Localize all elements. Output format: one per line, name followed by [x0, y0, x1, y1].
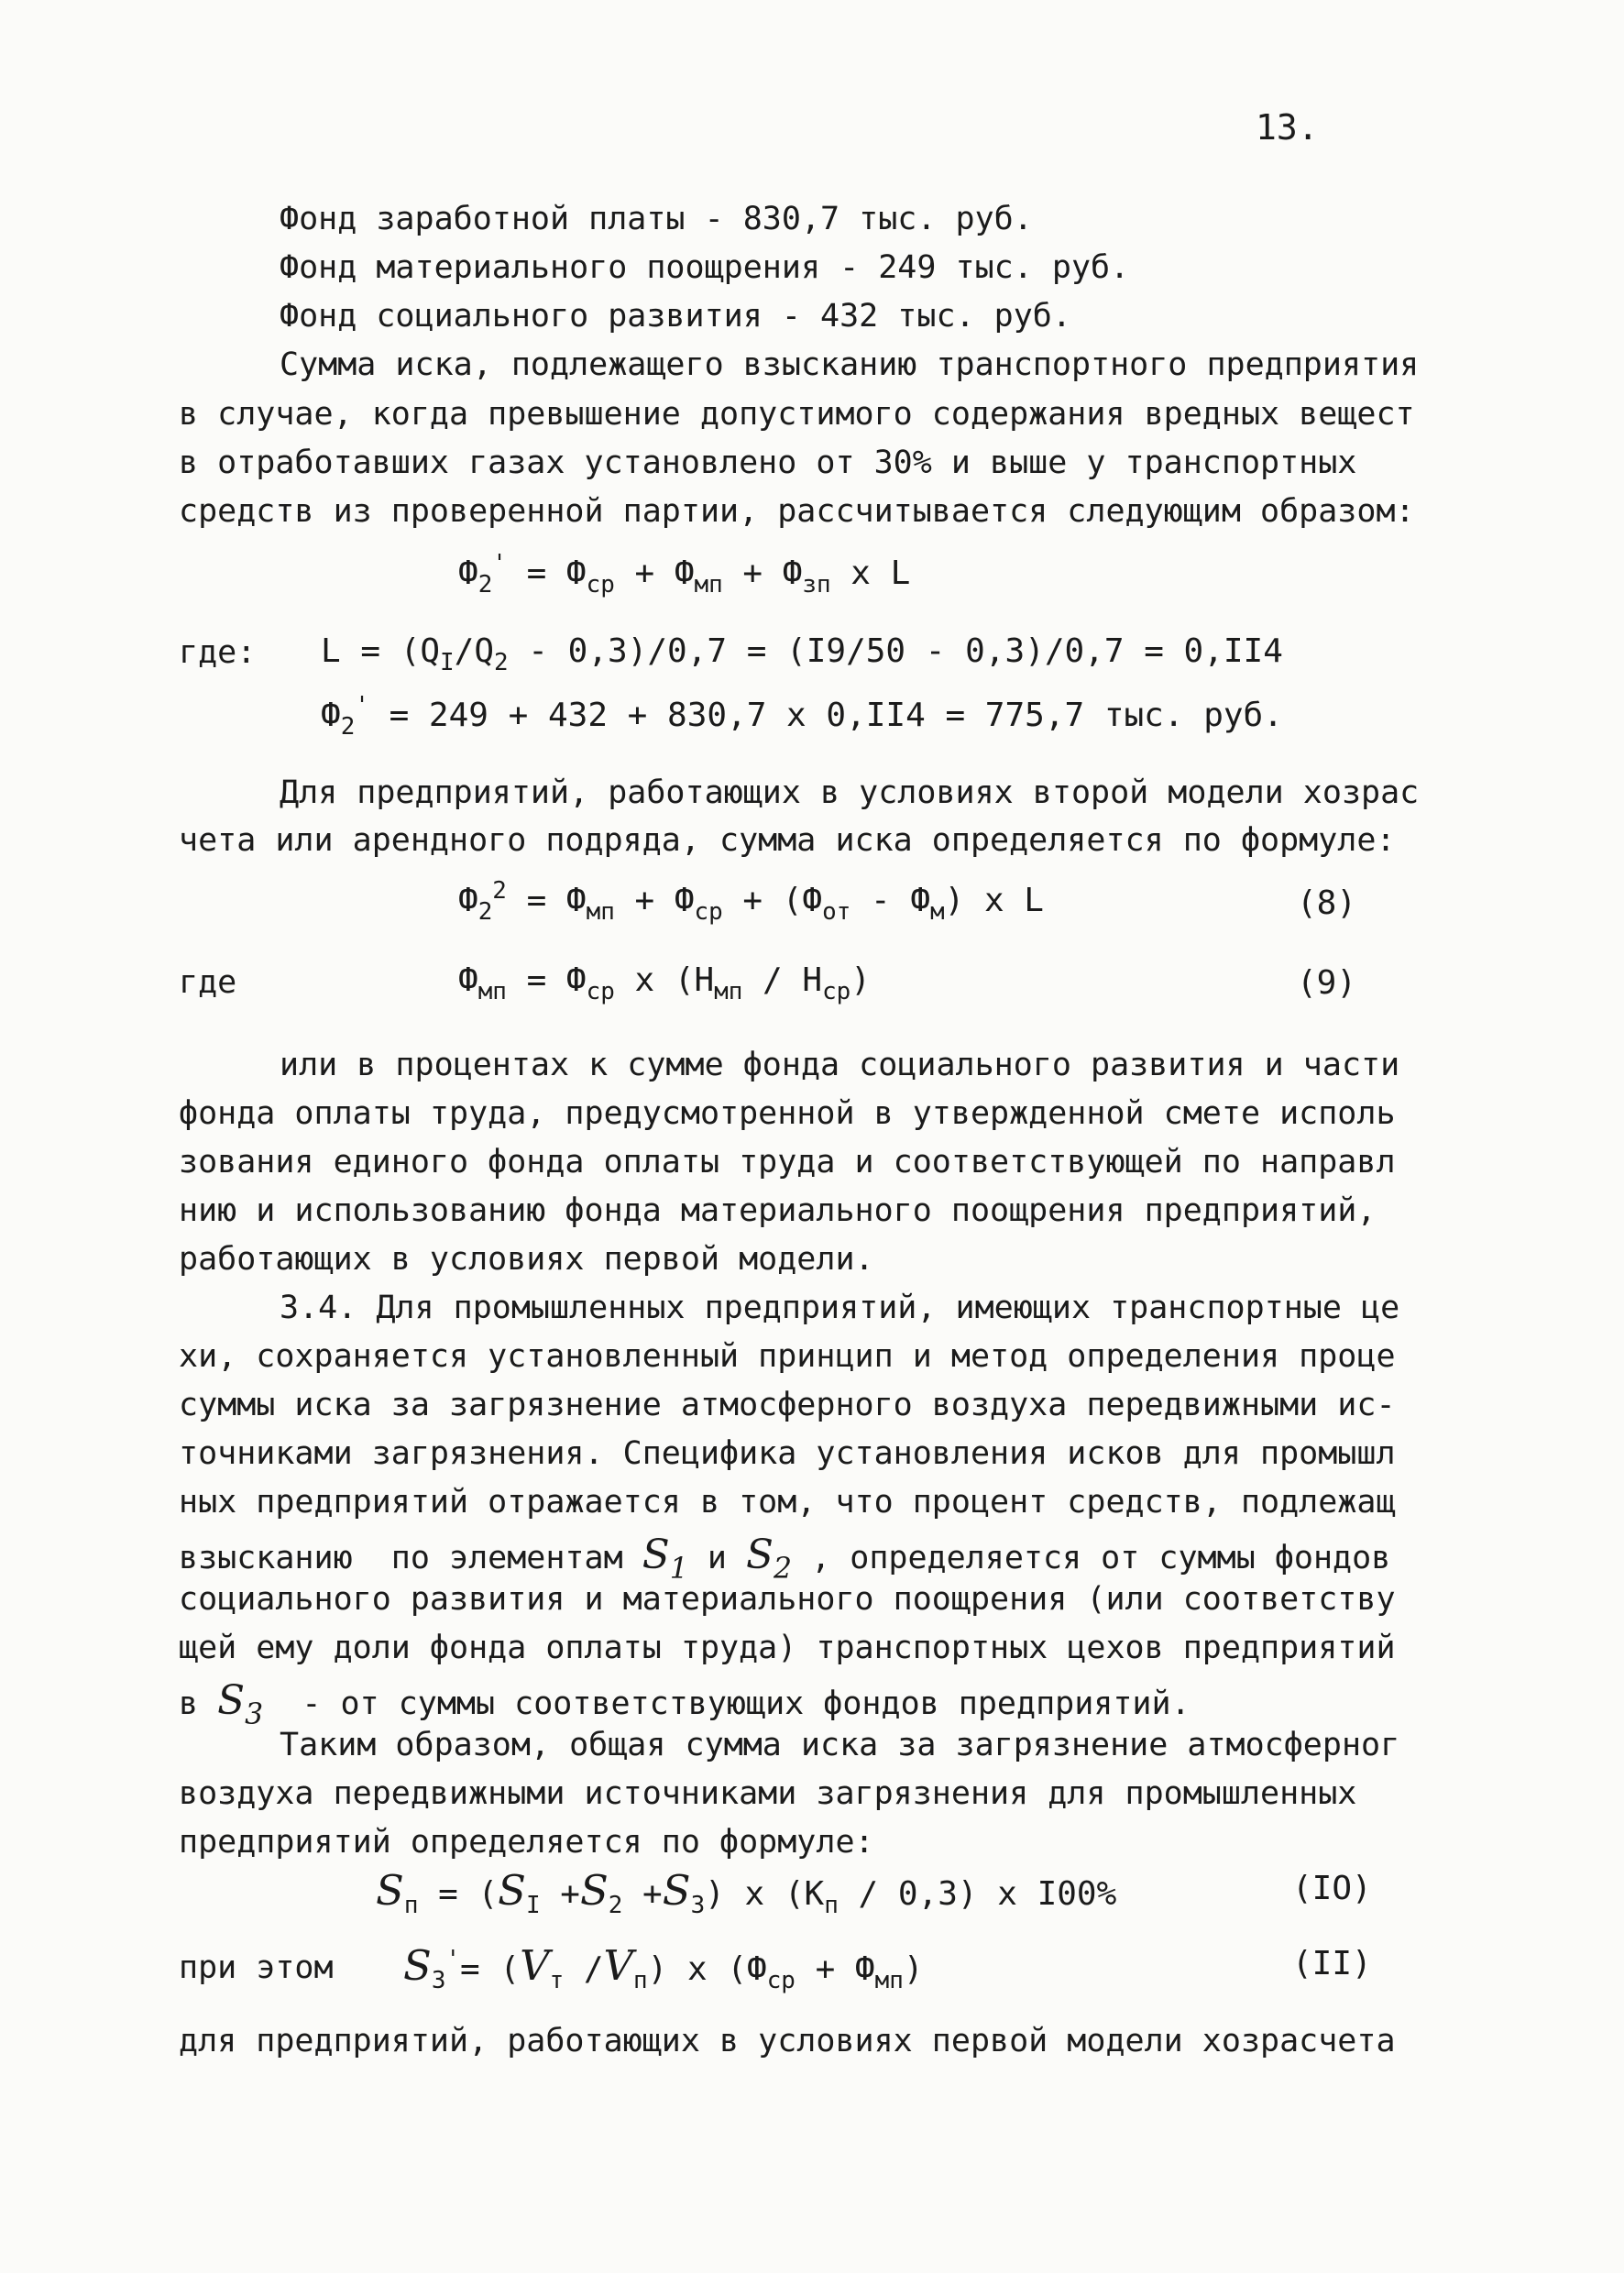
page-number: 13.	[1256, 107, 1319, 148]
text-line: 3.4. Для промышленных предприятий, имеющих транспортные це	[280, 1290, 1400, 1326]
text-line: или в процентах к сумме фонда социального развития и части	[280, 1047, 1400, 1083]
formula-10: $S_п = (S_I +S_2 +S_3)$ x $(К_п / 0,3)$ x I00%	[376, 1866, 1117, 1920]
formula-L: $L = (Q_I/Q_2 - 0,3)/0,7 = (I9/50 - 0,3)/0,7 = 0,II4$	[321, 632, 1283, 677]
where-label: где:	[179, 634, 257, 671]
text-line: Для предприятий, работающих в условиях второй модели хозрас	[280, 774, 1420, 811]
text-line: хи, сохраняется установленный принцип и метод определения проце	[179, 1338, 1396, 1375]
text-line: чета или арендного подряда, сумма иска определяется по формуле:	[179, 822, 1396, 859]
text-line: для предприятий, работающих в условиях первой модели хозрасчета	[179, 2023, 1396, 2059]
symbol-S2: $S_2$	[746, 1532, 793, 1587]
text-line: суммы иска за загрязнение атмосферного воздуха передвижными ис-	[179, 1387, 1396, 1423]
text-line: Фонд заработной платы - 830,7 тыс. руб.	[280, 201, 1033, 237]
formula-phi2-value: $Ф_2' = 249 + 432 + 830,7$ x 0,II4 = 775,7 тыс. руб.	[321, 691, 1283, 741]
text-line: щей ему доли фонда оплаты труда) транспортных цехов предприятий	[179, 1630, 1396, 1666]
equation-number: (II)	[1292, 1945, 1372, 1982]
text-fragment: в	[179, 1686, 199, 1722]
symbol-S1: $S_1$	[642, 1532, 688, 1587]
text-line	[179, 1532, 1391, 1587]
text-line: ных предприятий отражается в том, что процент средств, подлежащ	[179, 1484, 1396, 1521]
text-line: социального развития и материального поощрения (или соответству	[179, 1581, 1396, 1618]
symbol-S3: $S_3$	[217, 1677, 264, 1732]
text-line: фонда оплаты труда, предусмотренной в утвержденной смете исполь	[179, 1095, 1396, 1132]
text-fragment: взысканию по элементам	[179, 1540, 623, 1576]
text-line: Сумма иска, подлежащего взысканию транспортного предприятия	[280, 346, 1420, 383]
text-line: Фонд социального развития - 432 тыс. руб.	[280, 298, 1071, 335]
text-line: в случае, когда превышение допустимого содержания вредных вещест	[179, 396, 1415, 433]
equation-number: (9)	[1297, 964, 1357, 1002]
text-line: точниками загрязнения. Специфика установления исков для промышл	[179, 1435, 1396, 1472]
text-line: в отработавших газах установлено от 30% и выше у транспортных	[179, 445, 1357, 481]
text-line: при этом	[179, 1949, 334, 1986]
text-line: Фонд материального поощрения - 249 тыс. руб.	[280, 249, 1130, 286]
equation-number: (IO)	[1292, 1870, 1372, 1907]
formula-9: $Ф_{мп} = Ф_{ср}$ x $(Н_{мп} / Н_{ср})$	[458, 961, 871, 1006]
text-line	[179, 1677, 1191, 1732]
text-line: средств из проверенной партии, рассчитывается следующим образом:	[179, 493, 1415, 530]
text-line: зования единого фонда оплаты труда и соответствующей по направл	[179, 1144, 1396, 1180]
formula-11: $S_3'= (V_т$ $/V_п$) x $(Ф_{ср} + Ф_{мп})$	[403, 1941, 924, 1995]
text-fragment: - от суммы соответствующих фондов предприятий.	[302, 1686, 1191, 1722]
formula-8: $Ф_2^2 = Ф_{мп} + Ф_{ср} + (Ф_{от} - Ф_м)$ x L	[458, 876, 1044, 927]
formula-phi2-prime: $Ф_2' = Ф_{ср} + Ф_{мп} + Ф_{зп}$ x L	[458, 549, 911, 599]
text-line: предприятий определяется по формуле:	[179, 1824, 874, 1861]
text-fragment: , определяется от суммы фондов	[811, 1540, 1391, 1576]
text-line: воздуха передвижными источниками загрязнения для промышленных	[179, 1775, 1357, 1812]
text-line: работающих в условиях первой модели.	[179, 1241, 874, 1278]
text-line: Таким образом, общая сумма иска за загрязнение атмосферног	[280, 1727, 1400, 1763]
text-fragment: и	[707, 1540, 727, 1576]
equation-number: (8)	[1297, 884, 1357, 922]
where-label: где	[179, 964, 237, 1001]
text-line: нию и использованию фонда материального поощрения предприятий,	[179, 1192, 1377, 1229]
